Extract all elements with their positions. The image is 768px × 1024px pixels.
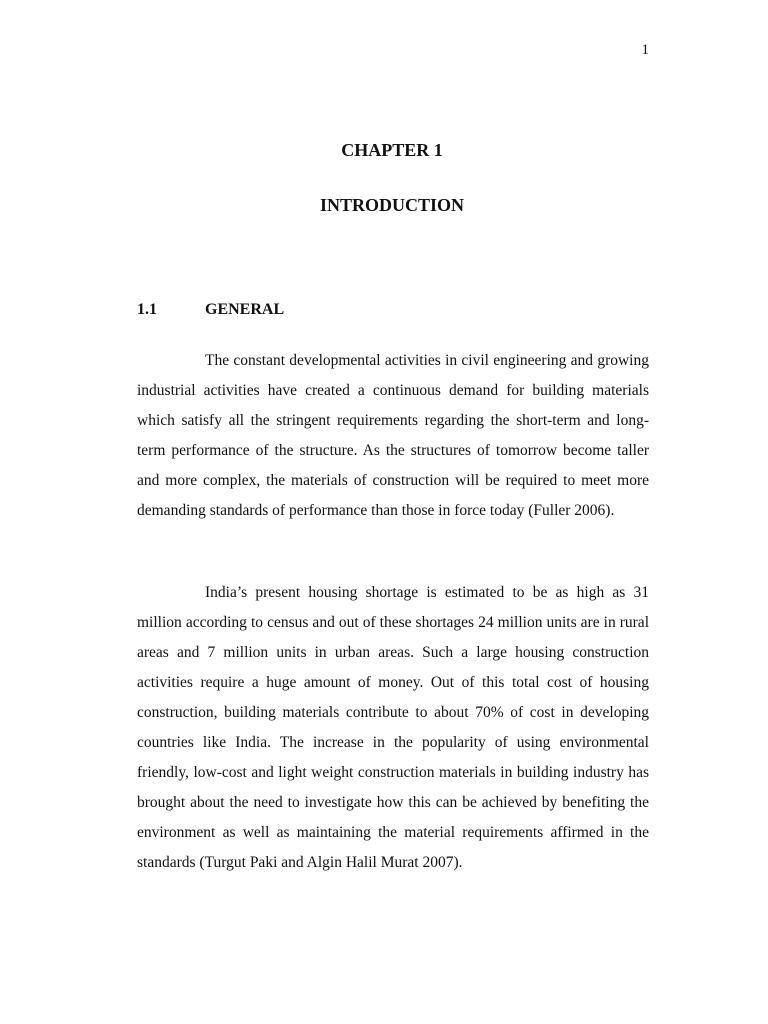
page-number: 1 [641,42,649,58]
chapter-title: INTRODUCTION [319,195,465,215]
section-heading [137,301,284,319]
body-paragraph: The constant developmental activities in civil engineering and growing industrial activities have created a continuous demand for building materials which satisfy all the stringent requirements regarding the short-term and long-term performance of the structure. As the structures of tomorrow become taller and more complex, the materials of construction will be required to meet more demanding standards of performance than those in force today (Fuller 2006). [137,352,649,519]
section-title: GENERAL [205,301,285,318]
body-paragraph: India’s present housing shortage is estimated to be as high as 31 million according to census and out of these shortages 24 million units are in rural areas and 7 million units in urban areas. Such a large housing construction activities require a huge amount of money. Out of this total cost of housing construction, building materials contribute to about 70% of cost in developing countries like India. The increase in the popularity of using environmental friendly, low-cost and light weight construction materials in building industry has brought about the need to investigate how this can be achieved by benefiting the environment as well as maintaining the material requirements affirmed in the standards (Turgut Paki and Algin Halil Murat 2007). [137,584,649,871]
section-number: 1.1 [137,301,157,318]
chapter-label: CHAPTER 1 [341,140,443,160]
